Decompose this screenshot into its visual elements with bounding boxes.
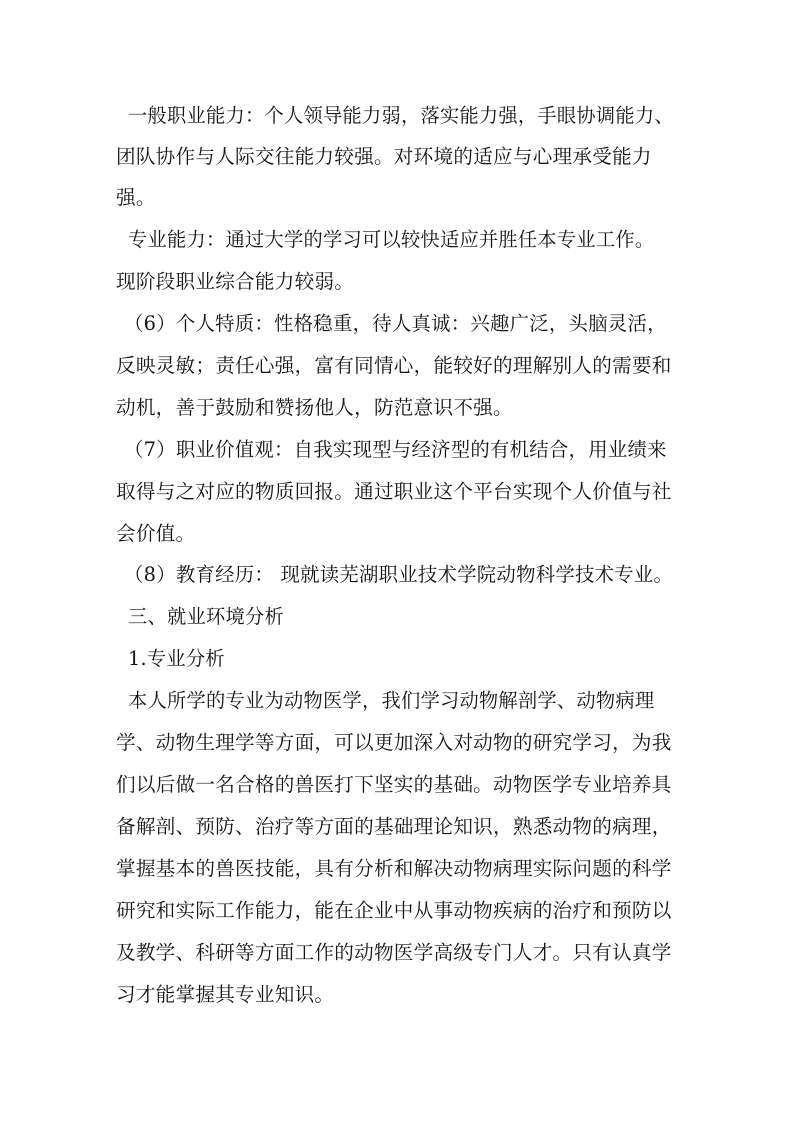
text-line-3: 强。 [116, 186, 156, 209]
text-line-18: 备解剖、预防、治疗等方面的基础理论知识，熟悉动物的病理， [116, 815, 672, 838]
text-line-16: 学、动物生理学等方面，可以更加深入对动物的研究学习，为我 [116, 731, 672, 754]
section-heading: 三、就业环境分析 [128, 605, 284, 628]
text-line-19: 掌握基本的兽医技能，具有分析和解决动物病理实际问题的科学 [116, 857, 672, 880]
text-line-1: 一般职业能力：个人领导能力弱，落实能力强，手眼协调能力、 [128, 104, 674, 127]
text-line-9: （7）职业价值观：自我实现型与经济型的有机结合，用业绩来 [124, 438, 667, 461]
text-line-4: 专业能力：通过大学的学习可以较快适应并胜任本专业工作。 [128, 228, 655, 251]
text-line-6: （6）个人特质：性格稳重，待人真诚：兴趣广泛，头脑灵活， [124, 312, 667, 335]
text-line-10: 取得与之对应的物质回报。通过职业这个平台实现个人价值与社 [116, 480, 672, 503]
subsection-heading: 1.专业分析 [128, 647, 225, 670]
text-line-12: （8）教育经历： 现就读芜湖职业技术学院动物科学技术专业。 [124, 563, 674, 586]
text-line-5: 现阶段职业综合能力较弱。 [116, 270, 355, 293]
text-line-22: 习才能掌握其专业知识。 [116, 983, 335, 1006]
text-line-2: 团队协作与人际交往能力较强。对环境的适应与心理承受能力 [116, 145, 652, 168]
text-line-21: 及教学、科研等方面工作的动物医学高级专门人才。只有认真学 [116, 941, 672, 964]
text-line-17: 们以后做一名合格的兽医打下坚实的基础。动物医学专业培养具 [116, 773, 672, 796]
text-line-11: 会价值。 [116, 522, 196, 545]
text-line-15: 本人所学的专业为动物医学，我们学习动物解剖学、动物病理 [128, 689, 655, 712]
text-line-20: 研究和实际工作能力，能在企业中从事动物疾病的治疗和预防以 [116, 899, 672, 922]
text-line-8: 动机，善于鼓励和赞扬他人，防范意识不强。 [116, 396, 513, 419]
text-line-7: 反映灵敏；责任心强，富有同情心，能较好的理解别人的需要和 [116, 354, 672, 377]
